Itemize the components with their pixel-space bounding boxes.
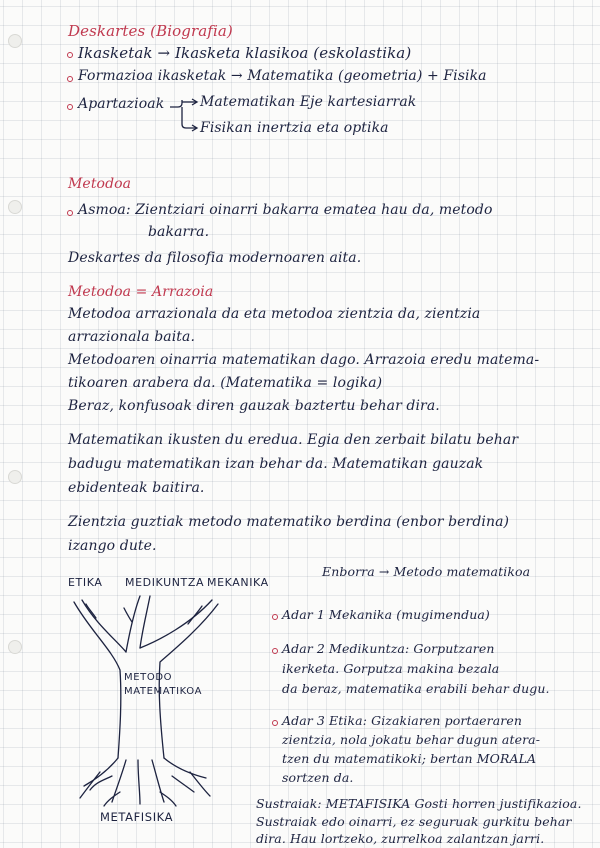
adar-2-line: Adar 2 Medikuntza: Gorputzaren: [282, 641, 495, 656]
sustraiak-line: Sustraiak edo oinarri, ez seguruak gurkitu behar: [256, 814, 572, 829]
tree-label-medikuntza: MEDIKUNTZA: [125, 576, 205, 589]
zientzia-line: Zientzia guztiak metodo matematiko berdina (enbor berdina): [68, 514, 510, 530]
arrazoia-line: tikoaren arabera da. (Matematika = logika): [68, 375, 383, 391]
arrazoia-line: arrazionala baita.: [68, 329, 196, 345]
arrazoia-line: Metodoa arrazionala da eta metodoa zientzia da, zientzia: [68, 306, 481, 322]
adar-3-line: Adar 3 Etika: Gizakiaren portaeraren: [282, 713, 522, 728]
adar-2-line: da beraz, matematika erabili behar dugu.: [282, 681, 550, 696]
root-label-metafisika: METAFISIKA: [100, 810, 174, 824]
ikasketak-line: Ikasketak → Ikasketa klasikoa (eskolastika): [78, 44, 412, 62]
matematika-line: Matematikan ikusten du eredua. Egia den zerbait bilatu behar: [68, 432, 519, 448]
matematika-line: ebidenteak baitira.: [68, 480, 205, 496]
sustraiak-line: Sustraiak: METAFISIKA Gosti horren justifikazioa.: [256, 796, 582, 811]
trunk-label-metodo: METODO: [124, 672, 173, 683]
adar-1-line: Adar 1 Mekanika (mugimendua): [282, 607, 490, 622]
adar-3-line: zientzia, nola jokatu behar dugun atera-: [282, 732, 541, 747]
tree-label-mekanika: MEKANIKA: [207, 576, 269, 589]
bullet-icon: [272, 648, 278, 654]
metodoa-heading: Metodoa: [68, 176, 132, 192]
biography-title: Deskartes (Biografia): [68, 22, 233, 40]
sustraiak-line: dira. Hau lortzeko, zurrelkoa zalantzan jarri.: [256, 831, 545, 846]
asmoa-line-2: bakarra.: [148, 224, 210, 240]
asmoa-line-1: Asmoa: Zientziari oinarri bakarra ematea hau da, metodo: [78, 202, 493, 218]
bullet-icon: [272, 720, 278, 726]
adar-3-line: tzen du matematikoki; bertan MORALA: [282, 751, 537, 766]
arrazoia-line: Beraz, konfusoak diren gauzak baztertu behar dira.: [68, 398, 440, 414]
arrazoia-line: Metodoaren oinarria matematikan dago. Arrazoia eredu matema-: [68, 352, 540, 368]
adar-3-line: sortzen da.: [282, 770, 354, 785]
zientzia-line: izango dute.: [68, 538, 157, 554]
adar-2-line: ikerketa. Gorputza makina bezala: [282, 661, 500, 676]
formazioa-line: Formazioa ikasketak → Matematika (geometria) + Fisika: [78, 68, 487, 84]
matematika-line: badugu matematikan izan behar da. Matematikan gauzak: [68, 456, 484, 472]
arrazoia-heading: Metodoa = Arrazoia: [68, 284, 214, 300]
trunk-label-matematikoa: MATEMATIKOA: [124, 686, 203, 697]
deskartes-line: Deskartes da filosofia modernoaren aita.: [68, 250, 362, 266]
tree-label-etika: ETIKA: [68, 576, 103, 589]
apartazioak-label: Apartazioak: [78, 96, 165, 112]
bullet-icon: [272, 614, 278, 620]
apartazioak-branch-physics: Fisikan inertzia eta optika: [200, 120, 389, 136]
enborra-note: Enborra → Metodo matematikoa: [322, 564, 531, 579]
apartazioak-branch-math: Matematikan Eje kartesiarrak: [200, 94, 417, 110]
